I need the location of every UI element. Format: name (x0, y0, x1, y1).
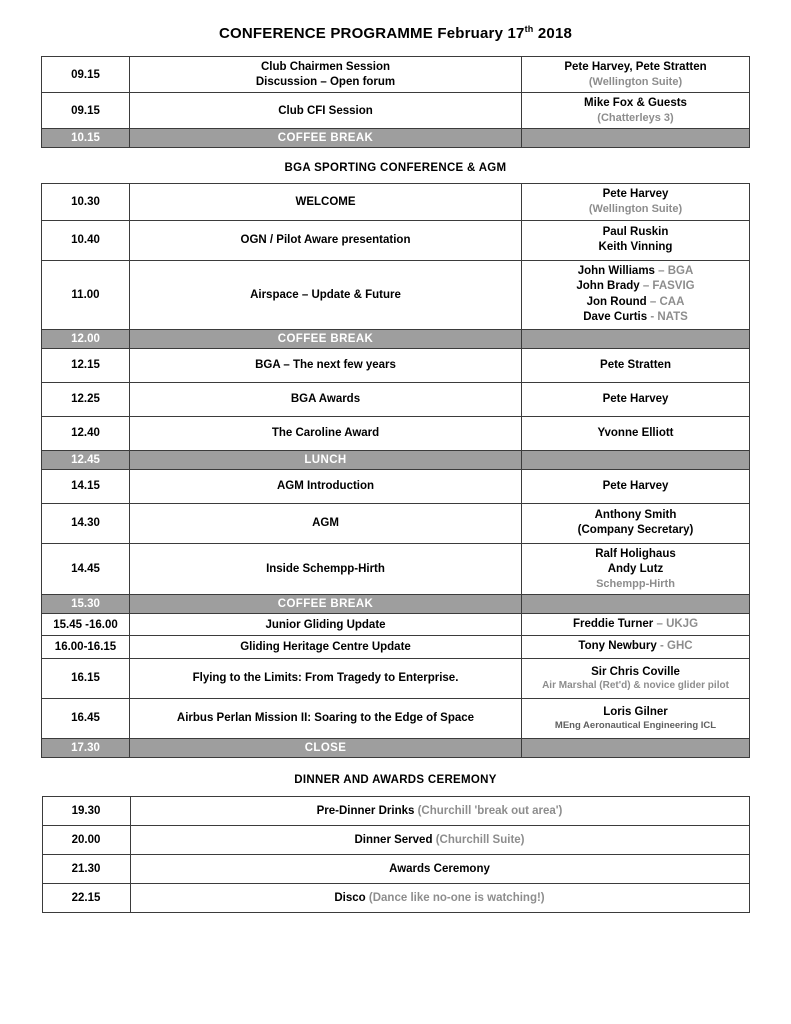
dinner-time: 22.15 (42, 883, 130, 912)
session-speaker (522, 184, 750, 220)
session-topic-text: WELCOME (295, 195, 356, 208)
speaker-name: Dave Curtis (583, 311, 648, 324)
session-topic-text: AGM Introduction (276, 480, 375, 493)
speaker-name: Pete Harvey (602, 188, 669, 201)
dinner-item-label: Pre-Dinner Drinks (316, 804, 415, 817)
speaker-qualification: MEng Aeronautical Engineering ICL (554, 719, 717, 731)
session-topic-text: Inside Schempp-Hirth (266, 562, 385, 575)
session-topic-text: Gliding Heritage Centre Update (240, 641, 411, 654)
table-row (42, 469, 750, 503)
speaker-role: (Company Secretary) (577, 524, 694, 537)
speaker-entry (526, 639, 745, 655)
table-row (42, 883, 749, 912)
session-topic (130, 469, 522, 503)
break-time: 10.15 (42, 129, 130, 148)
break-time: 15.30 (42, 594, 130, 613)
table-row (42, 348, 750, 382)
dinner-item-venue: (Churchill 'break out area') (417, 804, 563, 817)
speaker-name: John Williams (577, 264, 655, 277)
speaker-name: Sir Chris Coville (591, 665, 680, 678)
session-speaker (522, 658, 750, 698)
session-topic (130, 503, 522, 543)
session-topic (130, 382, 522, 416)
session-topic-text: OGN / Pilot Aware presentation (240, 234, 411, 247)
session-time: 14.45 (42, 543, 130, 594)
session-time: 09.15 (42, 57, 130, 93)
dinner-item-label: Awards Ceremony (389, 862, 490, 875)
session-speaker (522, 503, 750, 543)
session-time: 12.15 (42, 348, 130, 382)
session-topic-text: Flying to the Limits: From Tragedy to Enterprise. (192, 672, 459, 685)
dinner-item-venue: (Churchill Suite) (435, 833, 525, 846)
speaker-name: Ralf Holighaus (595, 547, 676, 560)
session-speaker (522, 93, 750, 129)
session-time: 09.15 (42, 93, 130, 129)
speaker-name: Pete Harvey, Pete Stratten (564, 61, 707, 73)
session-speaker (522, 348, 750, 382)
speaker-name: Keith Vinning (598, 241, 673, 254)
speaker-role: Air Marshal (Ret'd) & novice glider pilot (542, 680, 729, 692)
speaker-name: Pete Harvey (602, 392, 669, 405)
speaker-name: Pete Stratten (600, 358, 671, 371)
session-topic (130, 220, 522, 260)
break-speaker-empty (522, 738, 750, 757)
speaker-org: - NATS (647, 311, 688, 324)
session-topic (130, 658, 522, 698)
session-topic-text: Airbus Perlan Mission II: Soaring to the Edge of Space (176, 712, 475, 725)
session-topic (130, 184, 522, 220)
session-speaker (522, 220, 750, 260)
break-speaker-empty (522, 129, 750, 148)
break-row (42, 329, 750, 348)
speaker-entry (526, 264, 745, 280)
session-speaker (522, 613, 750, 636)
session-topic-text: Airspace – Update & Future (250, 288, 401, 301)
session-time: 10.40 (42, 220, 130, 260)
page-title-main: CONFERENCE PROGRAMME February 17 (218, 25, 525, 42)
speaker-entry (526, 295, 745, 311)
speaker-name: Yvonne Elliott (597, 426, 674, 439)
session-topic (130, 698, 522, 738)
page-title-ordinal: th (524, 24, 534, 34)
session-speaker (522, 416, 750, 450)
session-topic-line1: Club CFI Session (278, 104, 373, 117)
session-topic (130, 416, 522, 450)
section-heading-dinner: DINNER AND AWARDS CEREMONY (294, 773, 497, 786)
table-row (42, 220, 750, 260)
session-speaker (522, 636, 750, 659)
session-topic (130, 260, 522, 329)
session-speaker (522, 57, 750, 93)
dinner-item-label: Dinner Served (354, 833, 433, 846)
speaker-name: Pete Harvey (602, 479, 669, 492)
session-time: 14.30 (42, 503, 130, 543)
table-row (42, 503, 750, 543)
break-label: COFFEE BREAK (130, 329, 522, 348)
speaker-org: – CAA (646, 295, 685, 308)
page-title-year: 2018 (537, 25, 573, 42)
session-time: 16.00-16.15 (42, 636, 130, 659)
dinner-item (130, 854, 749, 883)
session-time: 14.15 (42, 469, 130, 503)
dinner-time: 21.30 (42, 854, 130, 883)
break-time: 17.30 (42, 738, 130, 757)
speaker-entry (526, 617, 745, 633)
speaker-entry (526, 279, 745, 295)
speaker-name: Freddie Turner (572, 617, 654, 630)
table-row (42, 184, 750, 220)
table-row (42, 382, 750, 416)
break-label: LUNCH (130, 450, 522, 469)
speaker-name: Anthony Smith (594, 509, 677, 522)
speaker-venue: (Wellington Suite) (588, 75, 683, 88)
break-speaker-empty (522, 450, 750, 469)
speaker-name: John Brady (576, 280, 640, 293)
dinner-item-venue: (Dance like no-one is watching!) (368, 891, 545, 904)
speaker-venue: (Chatterleys 3) (597, 112, 674, 125)
session-topic (130, 57, 522, 93)
break-time: 12.45 (42, 450, 130, 469)
table-row (42, 698, 750, 738)
table-row (42, 854, 749, 883)
speaker-org: – FASVIG (639, 280, 695, 293)
break-label: CLOSE (130, 738, 522, 757)
speaker-entry (526, 310, 745, 326)
session-speaker (522, 382, 750, 416)
break-time: 12.00 (42, 329, 130, 348)
break-row (42, 594, 750, 613)
session-time: 16.45 (42, 698, 130, 738)
break-speaker-empty (522, 329, 750, 348)
table-row (42, 93, 750, 129)
speaker-org: – BGA (654, 264, 694, 277)
session-topic (130, 543, 522, 594)
table-row (42, 613, 750, 636)
dinner-time: 20.00 (42, 825, 130, 854)
session-topic-text: BGA – The next few years (255, 359, 396, 372)
session-time: 12.40 (42, 416, 130, 450)
session-topic (130, 613, 522, 636)
session-topic-text: BGA Awards (290, 393, 361, 406)
table-row (42, 658, 750, 698)
session-speaker (522, 698, 750, 738)
break-label: COFFEE BREAK (130, 129, 522, 148)
morning-sessions-table (41, 56, 750, 148)
break-label: COFFEE BREAK (130, 594, 522, 613)
session-topic (130, 636, 522, 659)
session-time: 11.00 (42, 260, 130, 329)
session-topic-line2: Discussion – Open forum (255, 75, 396, 88)
speaker-name: Andy Lutz (607, 562, 664, 575)
break-row (42, 129, 750, 148)
dinner-item (130, 825, 749, 854)
page-title (33, 24, 758, 42)
speaker-name: Paul Ruskin (602, 226, 669, 239)
dinner-item (130, 883, 749, 912)
session-time: 15.45 -16.00 (42, 613, 130, 636)
dinner-time: 19.30 (42, 796, 130, 825)
break-row (42, 738, 750, 757)
table-row (42, 636, 750, 659)
dinner-table (42, 796, 750, 913)
speaker-org: Schempp-Hirth (596, 577, 675, 590)
session-topic-line1: Club Chairmen Session (260, 61, 391, 74)
session-speaker (522, 543, 750, 594)
session-time: 10.30 (42, 184, 130, 220)
speaker-name: Mike Fox & Guests (584, 97, 687, 110)
session-speaker (522, 469, 750, 503)
section-heading-sporting: BGA SPORTING CONFERENCE & AGM (284, 162, 507, 175)
session-topic-text: AGM (312, 517, 339, 530)
session-speaker (522, 260, 750, 329)
speaker-org: – UKJG (653, 617, 699, 630)
speaker-name: Tony Newbury (578, 640, 657, 653)
session-topic-text: Junior Gliding Update (265, 618, 386, 631)
session-time: 12.25 (42, 382, 130, 416)
speaker-name: Loris Gilner (603, 705, 668, 718)
table-row (42, 260, 750, 329)
table-row (42, 416, 750, 450)
speaker-org: - GHC (656, 640, 693, 653)
break-speaker-empty (522, 594, 750, 613)
speaker-venue: (Wellington Suite) (588, 203, 683, 216)
dinner-item (130, 796, 749, 825)
table-row (42, 825, 749, 854)
dinner-item-label: Disco (334, 891, 366, 904)
speaker-name: Jon Round (586, 295, 647, 308)
session-topic-text: The Caroline Award (271, 427, 380, 440)
table-row (42, 796, 749, 825)
session-time: 16.15 (42, 658, 130, 698)
break-row (42, 450, 750, 469)
session-topic (130, 348, 522, 382)
table-row (42, 57, 750, 93)
sporting-conference-table (41, 183, 750, 758)
table-row (42, 543, 750, 594)
session-topic (130, 93, 522, 129)
